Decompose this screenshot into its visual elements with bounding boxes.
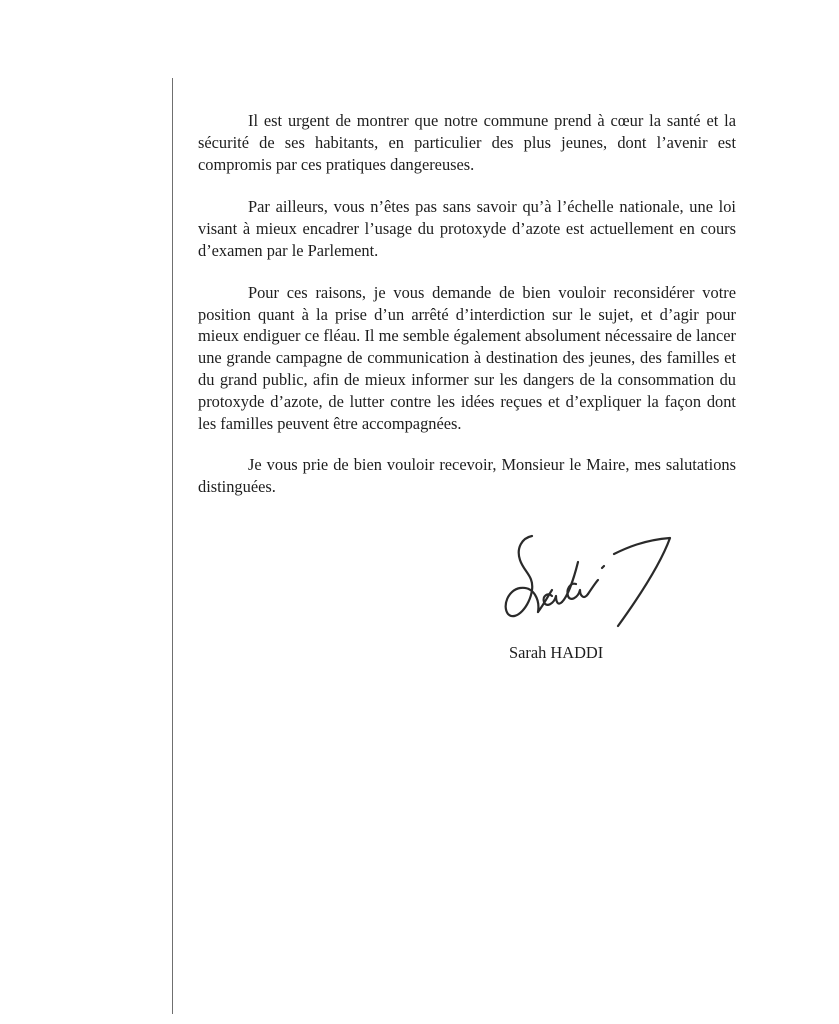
paragraph-closing: Je vous prie de bien vouloir recevoir, Monsieur le Maire, mes salutations distinguées. <box>198 455 736 497</box>
paragraph-national-law: Par ailleurs, vous n’êtes pas sans savoir qu’à l’échelle nationale, une loi visant à mieux encadrer l’usage du protoxyde d’azote est actuellement en cours d’examen par le Parlement. <box>198 197 736 260</box>
letter-body <box>198 110 736 525</box>
paragraph-request: Pour ces raisons, je vous demande de bien vouloir reconsidérer votre position quant à la prise d’un arrêté d’interdiction sur le sujet, et d’agir pour mieux endiguer ce fléau. Il me semble également absolument nécessaire de lancer une grande campagne de communication à destination des jeunes, des familles et du grand public, afin de mieux informer sur les dangers de la consommation du protoxyde d’azote, de lutter contre les idées reçues et d’expliquer la façon dont les familles peuvent être accompagnées. <box>198 282 736 433</box>
paragraph-urgency: Il est urgent de montrer que notre commune prend à cœur la santé et la sécurité de ses habitants, en particulier des plus jeunes, dont l’avenir est compromis par ces pratiques dangereuses. <box>198 111 736 174</box>
margin-rule <box>172 78 173 1014</box>
handwritten-signature <box>494 530 694 630</box>
signer-name: Sarah HADDI <box>509 643 604 662</box>
